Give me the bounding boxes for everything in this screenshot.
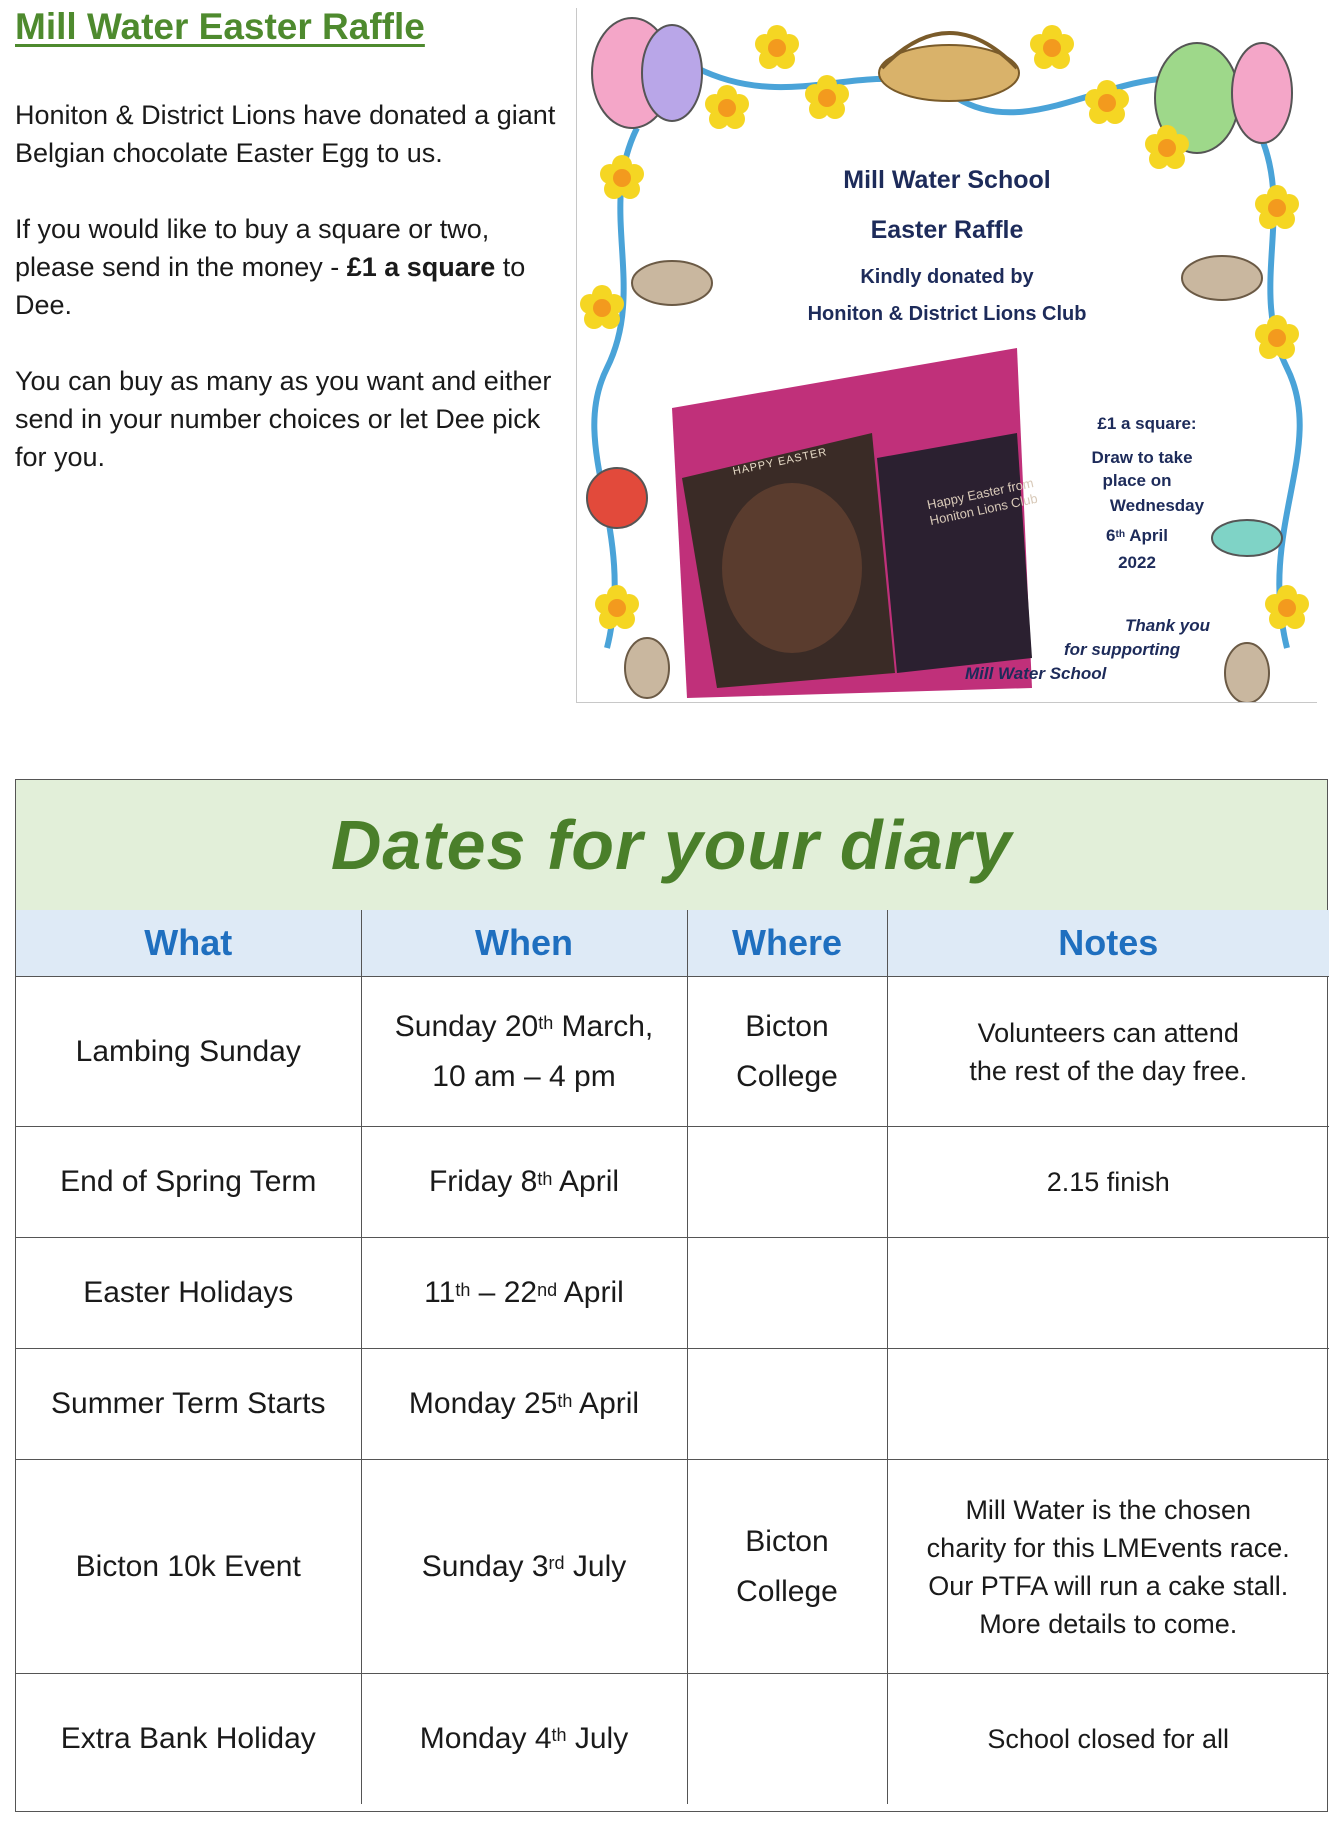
poster-artwork <box>577 8 1317 702</box>
cell-when <box>361 1460 687 1674</box>
when-range: – 22 <box>470 1276 538 1309</box>
poster-draw-line2: place on <box>1102 471 1172 490</box>
bunny-decoration <box>1182 256 1262 300</box>
cell-what: Bicton 10k Event <box>16 1460 361 1674</box>
cell-notes <box>887 1349 1329 1460</box>
when-suffix: th <box>537 1168 553 1189</box>
poster-lions-club: Honiton & District Lions Club <box>807 303 1087 325</box>
poster-draw-year: 2022 <box>1118 553 1156 572</box>
cell-where <box>687 1127 887 1238</box>
when-text: Sunday 20 <box>394 1009 539 1043</box>
table-row <box>16 1238 1329 1349</box>
notes-line3: Our PTFA will run a cake stall. <box>928 1570 1289 1601</box>
when-text: Monday 25 <box>408 1387 558 1420</box>
raffle-paragraph-1: Honiton & District Lions have donated a giant Belgian chocolate Easter Egg to us. <box>15 100 556 168</box>
when-month: July <box>566 1721 629 1755</box>
when-month: April <box>557 1276 624 1309</box>
table-row <box>16 1674 1329 1804</box>
raffle-paragraph-2 <box>15 210 575 324</box>
poster-donated-by: Kindly donated by <box>860 266 1034 288</box>
cell-where <box>687 977 887 1127</box>
poster-draw-line1: Draw to take <box>1091 448 1193 467</box>
cell-what: Lambing Sunday <box>16 977 361 1127</box>
when-suffix: th <box>455 1279 471 1300</box>
table-row <box>16 977 1329 1127</box>
when-suffix-end: nd <box>537 1279 558 1300</box>
cell-what: Extra Bank Holiday <box>16 1674 361 1804</box>
when-month: April <box>572 1387 640 1420</box>
box-label-side: Happy Easter from Honiton Lions Club <box>925 475 1039 529</box>
notes-line1: Volunteers can attend <box>977 1017 1239 1048</box>
cell-when <box>361 1349 687 1460</box>
when-month: July <box>564 1549 627 1583</box>
when-suffix: th <box>551 1725 567 1746</box>
raffle-paragraph-3: You can buy as many as you want and either send in your number choices or let Dee pick for you. <box>15 366 552 472</box>
poster-school: Mill Water School <box>843 166 1051 194</box>
table-row <box>16 1460 1329 1674</box>
when-suffix: th <box>538 1013 554 1034</box>
when-month: April <box>552 1165 620 1198</box>
cell-when <box>361 1238 687 1349</box>
when-text: Friday 8 <box>428 1165 538 1198</box>
poster-price: £1 a square: <box>1097 414 1197 433</box>
raffle-price: £1 a square <box>346 252 496 282</box>
header-when: When <box>361 910 687 977</box>
cell-notes: School closed for all <box>887 1674 1329 1804</box>
cell-notes <box>887 1238 1329 1349</box>
cell-what: End of Spring Term <box>16 1127 361 1238</box>
cell-what: Summer Term Starts <box>16 1349 361 1460</box>
table-row <box>16 1349 1329 1460</box>
cell-notes <box>887 1460 1329 1674</box>
notes-line4: More details to come. <box>979 1608 1238 1639</box>
when-month: March, <box>553 1009 654 1043</box>
notes-line2: the rest of the day free. <box>969 1055 1248 1086</box>
when-text: Sunday 3 <box>421 1549 549 1583</box>
cell-where <box>687 1460 887 1674</box>
teapot-decoration <box>587 468 647 528</box>
cell-where <box>687 1674 887 1804</box>
where-line1: Bicton <box>745 1524 829 1558</box>
poster-date-month: April <box>1125 526 1168 545</box>
where-line1: Bicton <box>745 1009 829 1043</box>
poster-raffle: Easter Raffle <box>870 216 1024 244</box>
raffle-title: Mill Water Easter Raffle <box>15 6 425 47</box>
box-label-top: HAPPY EASTER <box>731 446 829 478</box>
poster-date-num: 6 <box>1106 526 1116 545</box>
cell-notes <box>887 977 1329 1127</box>
bunny-decoration <box>632 261 712 305</box>
diary-table <box>16 910 1329 1804</box>
header-where: Where <box>687 910 887 977</box>
header-notes: Notes <box>887 910 1329 977</box>
table-header-row <box>16 910 1329 977</box>
diary-section <box>15 779 1328 1812</box>
poster-school-signoff: Mill Water School <box>965 664 1107 683</box>
cell-when <box>361 1674 687 1804</box>
raffle-description <box>15 96 575 514</box>
diary-title: Dates for your diary <box>330 806 1013 884</box>
poster-for-supporting: for supporting <box>1064 640 1181 659</box>
raffle-poster <box>576 8 1317 703</box>
where-line2: College <box>736 1574 838 1608</box>
when-suffix: rd <box>548 1553 565 1574</box>
cell-when <box>361 1127 687 1238</box>
poster-draw-date <box>1037 526 1237 546</box>
where-line2: College <box>736 1059 838 1093</box>
cell-what: Easter Holidays <box>16 1238 361 1349</box>
when-time: 10 am – 4 pm <box>432 1059 616 1093</box>
raffle-p2-text: If you would like to buy a square or two, please send in the money - <box>15 214 490 282</box>
raffle-p2-end: to Dee. <box>15 252 526 320</box>
poster-draw-day: Wednesday <box>1109 496 1205 515</box>
header-what: What <box>16 910 361 977</box>
table-row <box>16 1127 1329 1238</box>
poster-thank-you: Thank you <box>1125 616 1211 635</box>
cell-when <box>361 977 687 1127</box>
cell-notes: 2.15 finish <box>887 1127 1329 1238</box>
when-text: 11 <box>424 1276 456 1309</box>
notes-line1: Mill Water is the chosen <box>965 1494 1252 1525</box>
cell-where <box>687 1349 887 1460</box>
notes-line2: charity for this LMEvents race. <box>926 1532 1290 1563</box>
when-suffix: th <box>557 1390 573 1411</box>
diary-header <box>16 780 1327 911</box>
when-text: Monday 4 <box>419 1721 552 1755</box>
poster-date-suffix: th <box>1115 529 1126 541</box>
cell-where <box>687 1238 887 1349</box>
